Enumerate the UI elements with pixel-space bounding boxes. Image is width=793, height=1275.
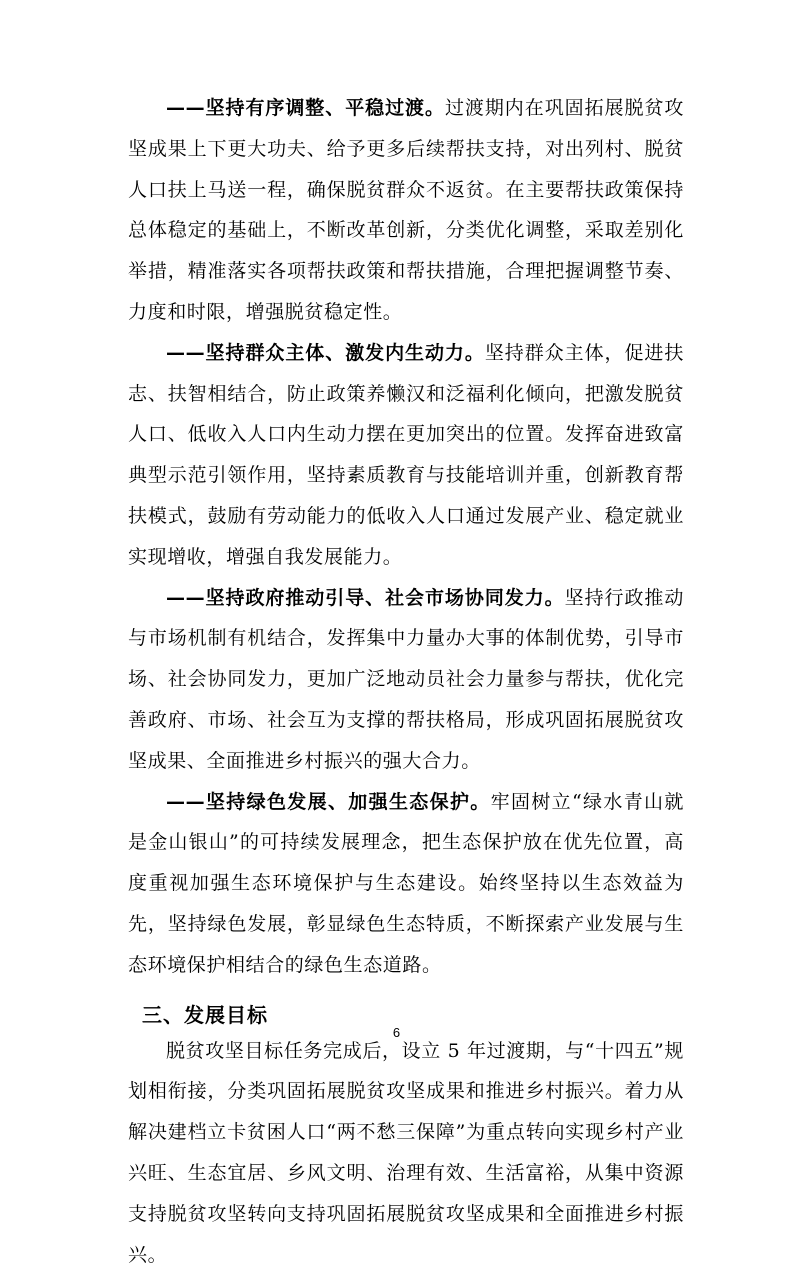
principle-paragraph-2: [128, 333, 684, 578]
document-page: [128, 88, 684, 1275]
principle-heading-3: ——坚持政府推动引导、社会市场协同发力。: [166, 586, 565, 609]
principle-heading-1: ——坚持有序调整、平稳过渡。: [166, 97, 445, 119]
principle-heading-2: ——坚持群众主体、激发内生动力。: [166, 341, 485, 364]
section-paragraph: 脱贫攻坚目标任务完成后，设立 5 年过渡期，与“十四五”规划相衔接，分类巩固拓展脱贫攻坚成果和推进乡村振兴。着力从解决建档立卡贫困人口“两不愁三保障”为重点转向实现乡村产业兴旺、生态宜居、乡风文明、治理有效、生活富裕，从集中资源支持脱贫攻坚转向支持巩固拓展脱贫攻坚成果和全面推进乡村振兴。: [128, 1039, 684, 1266]
principle-heading-4: ——坚持绿色发展、加强生态保护。: [166, 790, 491, 813]
principle-paragraph-1: [128, 88, 684, 333]
principle-text-4: 牢固树立“绿水青山就是金山银山”的可持续发展理念，把生态保护放在优先位置，高度重视加强生态环境保护与生态建设。始终坚持以生态效益为先，坚持绿色发展，彰显绿色生态特质，不断探索产业发展与生态环境保护相结合的绿色生态道路。: [128, 790, 684, 976]
principle-paragraph-4: [128, 782, 684, 986]
principle-text-3: 坚持行政推动与市场机制有机结合，发挥集中力量办大事的体制优势，引导市场、社会协同发力，更加广泛地动员社会力量参与帮扶，优化完善政府、市场、社会互为支撑的帮扶格局，形成巩固拓展脱贫攻坚成果、全面推进乡村振兴的强大合力。: [128, 586, 684, 772]
principle-text-2: 坚持群众主体，促进扶志、扶智相结合，防止政策养懒汉和泛福利化倾向，把激发脱贫人口、低收入人口内生动力摆在更加突出的位置。发挥奋进致富典型示范引领作用，坚持素质教育与技能培训并重，创新教育帮扶模式，鼓励有劳动能力的低收入人口通过发展产业、稳定就业实现增收，增强自我发展能力。: [128, 341, 684, 568]
principle-text-1: 过渡期内在巩固拓展脱贫攻坚成果上下更大功夫、给予更多后续帮扶支持，对出列村、脱贫人口扶上马送一程，确保脱贫群众不返贫。在主要帮扶政策保持总体稳定的基础上，不断改革创新，分类优化调整，采取差别化举措，精准落实各项帮扶政策和帮扶措施，合理把握调整节奏、力度和时限，增强脱贫稳定性。: [128, 97, 684, 323]
principle-paragraph-3: [128, 578, 684, 782]
section-heading: 三、发展目标: [142, 1002, 268, 1027]
page-number: 6: [392, 1025, 401, 1040]
